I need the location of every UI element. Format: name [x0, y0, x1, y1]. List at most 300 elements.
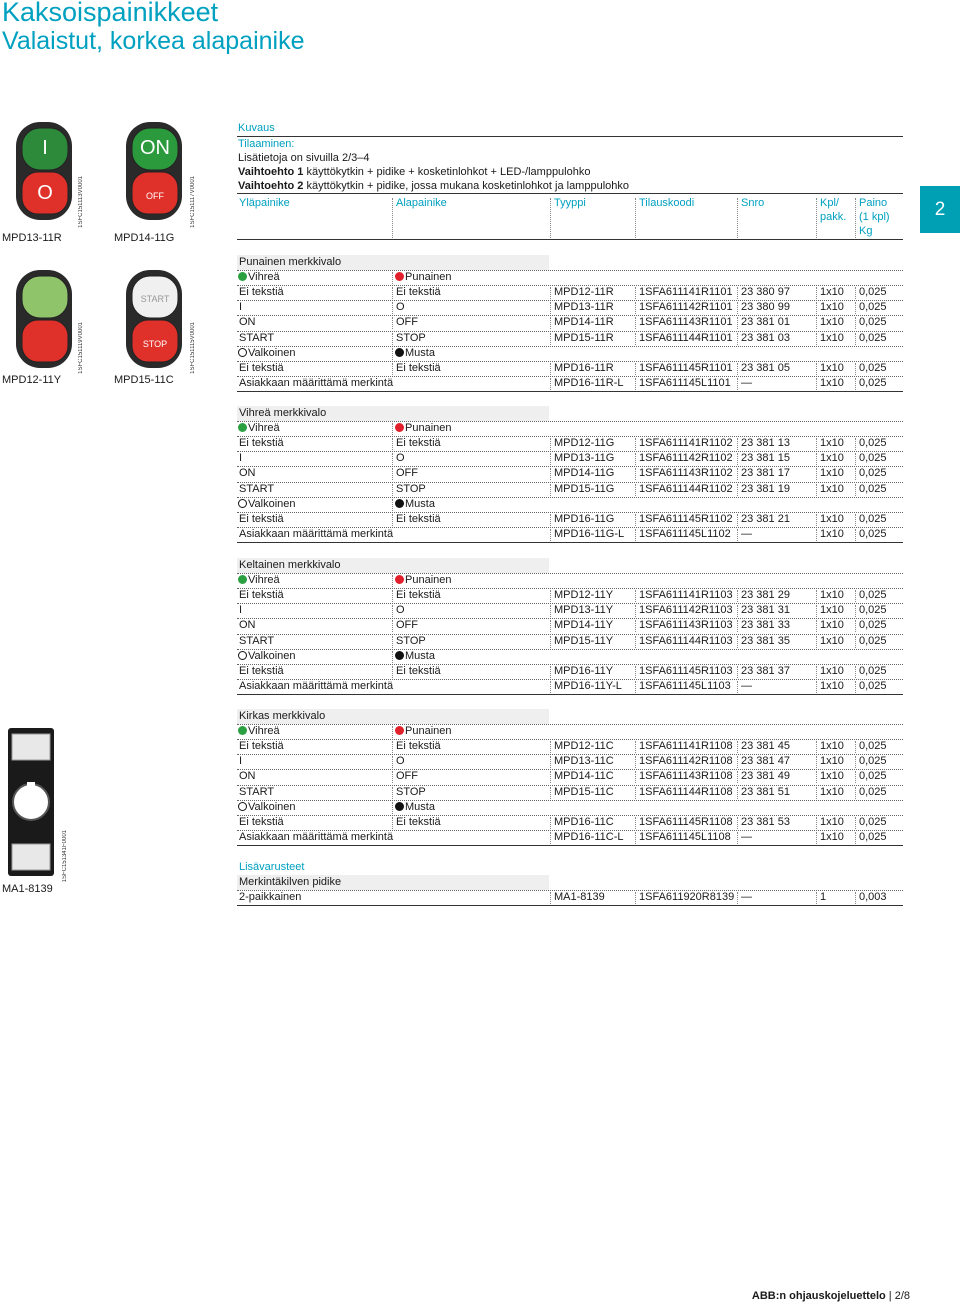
column-separator: [737, 666, 738, 678]
column-separator: [550, 529, 551, 541]
type-cell: MPD14-11R: [554, 316, 614, 329]
column-separator: [737, 438, 738, 450]
weight-cell: 0,025: [859, 664, 887, 677]
qty-cell: 1x10: [820, 331, 844, 344]
upper-button-text: I: [42, 137, 48, 159]
weight-cell: 0,025: [859, 452, 887, 465]
column-separator: [550, 787, 551, 799]
upper-button-text: START: [140, 294, 170, 304]
column-separator: [635, 741, 636, 753]
column-separator: [550, 287, 551, 299]
color-row: [237, 497, 903, 512]
column-separator: [737, 681, 738, 693]
column-separator: [550, 317, 551, 329]
upper-text-cell: I: [239, 452, 243, 465]
column-separator: [635, 529, 636, 541]
column-separator: [816, 756, 817, 768]
column-separator: [635, 620, 636, 632]
color-row: [237, 346, 903, 361]
option-2-label: Vaihtoehto 2: [238, 180, 304, 192]
upper-text-cell: I: [239, 301, 243, 314]
type-cell: MPD13-11R: [554, 301, 614, 314]
snro-cell: —: [741, 679, 752, 692]
upper-color-label: Vihreä: [248, 574, 280, 586]
upper-text-cell: I: [239, 604, 243, 617]
column-separator: [635, 590, 636, 602]
column-separator: [737, 468, 738, 480]
table-row: [237, 739, 903, 754]
product-image-label: MPD15-11C: [114, 374, 174, 386]
column-separator: [550, 514, 551, 526]
column-separator: [737, 590, 738, 602]
lower-text-cell: Ei tekstiä: [396, 361, 441, 374]
column-weight-line3: Kg: [859, 225, 873, 237]
lower-text-cell: Ei tekstiä: [396, 437, 441, 450]
lower-text-cell: STOP: [396, 634, 426, 647]
weight-cell: 0,025: [859, 512, 887, 525]
column-upper: Yläpainike: [239, 197, 290, 209]
upper-text-cell: ON: [239, 619, 256, 632]
lower-text-cell: Ei tekstiä: [396, 740, 441, 753]
product-image: [6, 120, 76, 227]
accessory-image-code: 1SFC151341F0001: [62, 830, 68, 883]
qty-cell: 1x10: [820, 437, 844, 450]
column-separator: [550, 620, 551, 632]
qty-cell: 1x10: [820, 604, 844, 617]
qty-cell: 1x10: [820, 301, 844, 314]
snro-cell: 23 381 37: [741, 664, 790, 677]
lower-text-cell: STOP: [396, 785, 426, 798]
column-lower: Alapainike: [396, 197, 447, 209]
column-separator: [635, 892, 636, 904]
column-separator: [816, 468, 817, 480]
order-code-cell: 1SFA611145R1108: [639, 815, 733, 828]
table-row: [237, 436, 903, 451]
upper-color-label: Valkoinen: [248, 649, 296, 662]
column-separator: [855, 636, 856, 648]
accessory-image: [6, 728, 56, 876]
product-image-label: MPD13-11R: [2, 232, 62, 244]
column-separator: [855, 378, 856, 390]
section-title: Vihreä merkkivalo: [239, 407, 327, 419]
column-separator: [855, 771, 856, 783]
column-separator: [635, 333, 636, 345]
upper-color-cell: [238, 573, 280, 588]
order-code-cell: 1SFA611142R1101: [639, 301, 733, 314]
column-separator: [635, 484, 636, 496]
accessory-order-code: 1SFA611920R8139: [639, 891, 735, 903]
qty-cell: 1x10: [820, 785, 844, 798]
description-rule: [237, 136, 903, 137]
weight-cell: 0,025: [859, 286, 887, 299]
column-separator: [635, 468, 636, 480]
section-bottom-rule: [237, 391, 903, 392]
column-separator: [635, 605, 636, 617]
product-image-code: 1SFC151113V0001: [78, 176, 84, 228]
column-separator: [635, 817, 636, 829]
column-weight: [859, 196, 890, 238]
order-code-cell: 1SFA611145R1102: [639, 512, 733, 525]
column-separator: [855, 787, 856, 799]
column-separator: [855, 666, 856, 678]
weight-cell: 0,025: [859, 376, 887, 389]
upper-text-cell: START: [239, 331, 275, 344]
accessory-image-label: MA1-8139: [2, 883, 53, 895]
order-code-cell: 1SFA611144R1102: [639, 482, 733, 495]
type-cell: MPD16-11Y-L: [554, 679, 622, 692]
snro-cell: —: [741, 527, 752, 540]
order-code-cell: 1SFA611142R1103: [639, 604, 733, 617]
table-row: [237, 285, 903, 300]
upper-text-cell: Asiakkaan määrittämä merkintä: [239, 830, 394, 843]
upper-text-cell: START: [239, 785, 275, 798]
upper-color-cell: [238, 800, 296, 815]
chapter-tab: 2: [920, 186, 960, 233]
color-dot-icon: [238, 348, 247, 357]
upper-color-cell: [238, 346, 296, 361]
option-1-description: käyttökytkin + pidike + kosketinlohkot + LED-/lamppulohko: [303, 166, 591, 178]
order-code-cell: 1SFA611141R1101: [639, 286, 733, 299]
column-separator: [392, 438, 393, 450]
column-separator: [816, 817, 817, 829]
page-subtitle: Valaistut, korkea alapainike: [2, 27, 305, 55]
color-row: [237, 800, 903, 815]
type-cell: MPD13-11C: [554, 755, 614, 768]
upper-text-cell: Ei tekstiä: [239, 589, 284, 602]
lower-text-cell: O: [396, 604, 405, 617]
section-title-bar: [237, 558, 549, 573]
table-row: [237, 331, 903, 346]
color-dot-icon: [395, 499, 404, 508]
table-row: [237, 830, 903, 845]
column-separator: [392, 514, 393, 526]
column-separator: [855, 892, 856, 904]
column-separator: [855, 756, 856, 768]
column-separator: [392, 802, 393, 814]
column-separator: [737, 741, 738, 753]
lower-text-cell: OFF: [396, 619, 418, 632]
color-dot-icon: [238, 726, 247, 735]
column-separator: [737, 287, 738, 299]
lower-color-label: Punainen: [405, 725, 452, 737]
upper-text-cell: Ei tekstiä: [239, 286, 284, 299]
column-separator: [855, 302, 856, 314]
type-cell: MPD12-11C: [554, 740, 614, 753]
upper-color-label: Valkoinen: [248, 346, 296, 359]
column-separator: [816, 636, 817, 648]
qty-cell: 1x10: [820, 755, 844, 768]
product-image-code: 1SFC151119V0001: [78, 322, 84, 374]
qty-cell: 1x10: [820, 316, 844, 329]
order-code-cell: 1SFA611143R1108: [639, 770, 733, 783]
color-dot-icon: [395, 802, 404, 811]
accessories-heading: Lisävarusteet: [239, 861, 305, 873]
upper-text-cell: Asiakkaan määrittämä merkintä: [239, 376, 394, 389]
table-row: [237, 634, 903, 649]
page-footer: [752, 1290, 910, 1302]
snro-cell: 23 381 01: [741, 316, 790, 329]
order-code-cell: 1SFA611145L1102: [639, 527, 731, 540]
column-separator: [392, 484, 393, 496]
color-dot-icon: [238, 651, 247, 660]
snro-cell: 23 381 13: [741, 437, 790, 450]
column-separator: [816, 317, 817, 329]
type-cell: MPD15-11R: [554, 331, 614, 344]
lower-text-cell: OFF: [396, 770, 418, 783]
type-cell: MPD16-11G-L: [554, 527, 625, 540]
column-separator: [550, 363, 551, 375]
section-bottom-rule: [237, 694, 903, 695]
footer-page-number: 2/8: [894, 1290, 910, 1302]
table-row: [237, 451, 903, 466]
weight-cell: 0,025: [859, 361, 887, 374]
upper-text-cell: Asiakkaan määrittämä merkintä: [239, 679, 394, 692]
upper-color-label: Vihreä: [248, 725, 280, 737]
type-cell: MPD12-11G: [554, 437, 615, 450]
column-separator: [635, 453, 636, 465]
lower-color-label: Musta: [405, 649, 435, 662]
section-bottom-rule: [237, 542, 903, 543]
column-separator: [550, 484, 551, 496]
column-qty: [820, 196, 846, 224]
weight-cell: 0,025: [859, 482, 887, 495]
weight-cell: 0,025: [859, 785, 887, 798]
column-separator: [550, 817, 551, 829]
snro-cell: 23 381 33: [741, 619, 790, 632]
lower-text-cell: O: [396, 755, 405, 768]
section-title-bar: [237, 406, 549, 421]
column-separator: [392, 605, 393, 617]
type-cell: MPD16-11G: [554, 512, 615, 525]
snro-cell: 23 381 45: [741, 740, 790, 753]
column-separator: [635, 378, 636, 390]
qty-cell: 1x10: [820, 286, 844, 299]
snro-cell: 23 381 47: [741, 755, 790, 768]
table-header: [237, 196, 903, 238]
column-separator: [392, 756, 393, 768]
section-title-bar: [237, 255, 549, 270]
lower-text-cell: O: [396, 301, 405, 314]
lower-text-cell: O: [396, 452, 405, 465]
page-title: Kaksoispainikkeet: [2, 0, 219, 27]
column-separator: [816, 378, 817, 390]
column-separator: [737, 771, 738, 783]
section-title: Punainen merkkivalo: [239, 256, 342, 268]
order-code-cell: 1SFA611144R1108: [639, 785, 733, 798]
color-dot-icon: [395, 272, 404, 281]
column-separator: [392, 468, 393, 480]
lower-color-cell: [395, 270, 452, 285]
column-separator: [635, 514, 636, 526]
column-separator: [816, 529, 817, 541]
column-separator: [635, 302, 636, 314]
table-row: [237, 300, 903, 315]
lower-button-text: O: [37, 182, 53, 204]
table-row: [237, 754, 903, 769]
column-weight-line1: Paino: [859, 197, 888, 209]
upper-text-cell: Asiakkaan määrittämä merkintä: [239, 527, 394, 540]
column-separator: [392, 787, 393, 799]
table-row: [237, 603, 903, 618]
qty-cell: 1x10: [820, 512, 844, 525]
lower-color-cell: [395, 800, 435, 815]
column-separator: [392, 590, 393, 602]
lower-color-cell: [395, 724, 452, 739]
column-separator: [737, 484, 738, 496]
column-separator: [635, 681, 636, 693]
order-code-cell: 1SFA611143R1101: [639, 316, 733, 329]
type-cell: MPD14-11C: [554, 770, 614, 783]
weight-cell: 0,025: [859, 467, 887, 480]
color-dot-icon: [238, 423, 247, 432]
column-separator: [855, 453, 856, 465]
lower-color-label: Punainen: [405, 574, 452, 586]
weight-cell: 0,025: [859, 527, 887, 540]
column-separator: [635, 363, 636, 375]
column-separator: [635, 438, 636, 450]
column-separator: [855, 484, 856, 496]
table-row: [237, 527, 903, 542]
column-separator: [737, 333, 738, 345]
qty-cell: 1x10: [820, 376, 844, 389]
column-separator: [550, 378, 551, 390]
product-image: [6, 268, 76, 375]
columns-top-rule: [237, 193, 903, 194]
lower-color-cell: [395, 346, 435, 361]
color-dot-icon: [395, 575, 404, 584]
snro-cell: 23 381 31: [741, 604, 790, 617]
section-title: Keltainen merkkivalo: [239, 559, 341, 571]
snro-cell: —: [741, 830, 752, 843]
column-separator: [816, 363, 817, 375]
lower-text-cell: Ei tekstiä: [396, 664, 441, 677]
snro-cell: —: [741, 376, 752, 389]
weight-cell: 0,025: [859, 679, 887, 692]
column-separator: [816, 771, 817, 783]
table-row: [237, 785, 903, 800]
table-row: [237, 664, 903, 679]
lower-button-text: OFF: [146, 191, 164, 201]
upper-color-label: Valkoinen: [248, 800, 296, 813]
upper-text-cell: ON: [239, 316, 256, 329]
section-bottom-rule: [237, 845, 903, 846]
lower-text-cell: OFF: [396, 467, 418, 480]
product-image-label: MPD12-11Y: [2, 374, 62, 386]
qty-cell: 1x10: [820, 467, 844, 480]
lower-color-label: Punainen: [405, 271, 452, 283]
ordering-label: Tilaaminen:: [238, 138, 295, 150]
column-separator: [550, 590, 551, 602]
column-separator: [550, 741, 551, 753]
description-block: [238, 121, 903, 136]
option-1-text: [238, 165, 590, 180]
order-code-cell: 1SFA611145L1103: [639, 679, 731, 692]
column-separator: [855, 514, 856, 526]
type-cell: MPD16-11Y: [554, 664, 614, 677]
lower-color-label: Musta: [405, 800, 435, 813]
column-separator: [855, 681, 856, 693]
lower-text-cell: Ei tekstiä: [396, 286, 441, 299]
weight-cell: 0,025: [859, 331, 887, 344]
column-separator: [737, 756, 738, 768]
lower-color-label: Musta: [405, 497, 435, 510]
column-separator: [392, 620, 393, 632]
type-cell: MPD13-11G: [554, 452, 615, 465]
column-separator: [737, 636, 738, 648]
column-separator: [392, 726, 393, 738]
upper-text-cell: Ei tekstiä: [239, 512, 284, 525]
column-separator: [392, 198, 393, 238]
column-separator: [392, 741, 393, 753]
column-separator: [550, 771, 551, 783]
column-qty-line2: pakk.: [820, 211, 847, 223]
type-cell: MPD16-11C: [554, 815, 614, 828]
order-code-cell: 1SFA611144R1101: [639, 331, 733, 344]
product-image: [116, 120, 186, 227]
accessory-type: MA1-8139: [554, 891, 605, 903]
column-separator: [550, 438, 551, 450]
type-cell: MPD15-11C: [554, 785, 614, 798]
column-separator: [392, 575, 393, 587]
type-cell: MPD12-11R: [554, 286, 614, 299]
qty-cell: 1x10: [820, 664, 844, 677]
weight-cell: 0,025: [859, 301, 887, 314]
lower-text-cell: Ei tekstiä: [396, 512, 441, 525]
column-separator: [816, 438, 817, 450]
product-image-label: MPD14-11G: [114, 232, 175, 244]
weight-cell: 0,025: [859, 770, 887, 783]
column-separator: [855, 590, 856, 602]
qty-cell: 1x10: [820, 830, 844, 843]
qty-cell: 1x10: [820, 740, 844, 753]
column-separator: [737, 514, 738, 526]
upper-text-cell: Ei tekstiä: [239, 664, 284, 677]
snro-cell: 23 381 21: [741, 512, 790, 525]
upper-text-cell: Ei tekstiä: [239, 740, 284, 753]
column-separator: [816, 287, 817, 299]
column-separator: [550, 302, 551, 314]
footer-divider: |: [888, 1290, 895, 1302]
weight-cell: 0,025: [859, 740, 887, 753]
column-separator: [392, 771, 393, 783]
order-code-cell: 1SFA611145R1101: [639, 361, 733, 374]
snro-cell: 23 381 17: [741, 467, 790, 480]
qty-cell: 1x10: [820, 815, 844, 828]
color-dot-icon: [395, 726, 404, 735]
weight-cell: 0,025: [859, 830, 887, 843]
color-row: [237, 270, 903, 285]
column-separator: [855, 438, 856, 450]
upper-text-cell: ON: [239, 467, 256, 480]
column-separator: [737, 787, 738, 799]
column-separator: [635, 832, 636, 844]
more-info-text: Lisätietoja on sivuilla 2/3–4: [238, 152, 370, 164]
color-dot-icon: [238, 575, 247, 584]
column-separator: [816, 666, 817, 678]
accessories-bottom-rule: [237, 905, 903, 906]
column-separator: [816, 787, 817, 799]
column-separator: [635, 756, 636, 768]
column-separator: [635, 787, 636, 799]
lower-color-cell: [395, 421, 452, 436]
column-separator: [392, 423, 393, 435]
columns-bottom-rule: [237, 239, 903, 240]
upper-text-cell: Ei tekstiä: [239, 361, 284, 374]
lower-color-label: Punainen: [405, 422, 452, 434]
column-separator: [635, 287, 636, 299]
upper-text-cell: I: [239, 755, 243, 768]
accessories-title-bar: [237, 875, 549, 890]
